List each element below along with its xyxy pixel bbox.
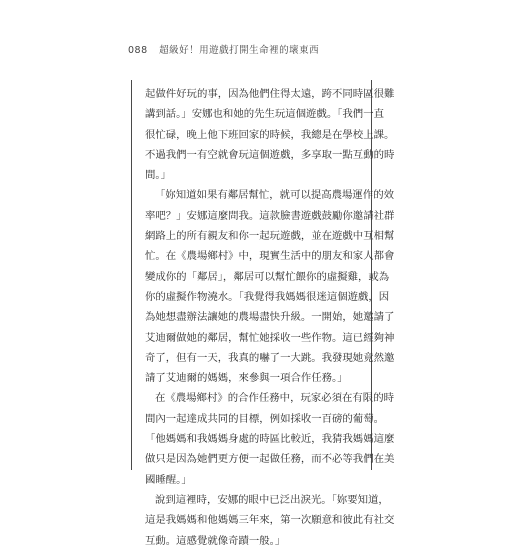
text-line: 變成你的「鄰居」，鄰居可以幫忙餵你的虛擬雞，或為	[145, 270, 390, 283]
body-text	[145, 84, 395, 551]
text-line: 國睡醒。」	[145, 473, 192, 486]
text-line: 互動。這感覺就像奇蹟一般。」	[145, 534, 286, 547]
text-line: 這是我媽媽和他媽媽三年來，第一次願意和彼此有社交	[145, 514, 395, 527]
text-line: 講到話。」安娜也和她的先生玩這個遊戲。「我們一直	[145, 108, 384, 121]
text-line: 為她想盡辦法讓她的農場盡快升級。一開始，她邀請了	[145, 311, 395, 324]
page-number: 088	[128, 45, 148, 56]
page-header	[128, 42, 319, 56]
text-line: 奇了，但有一天，我真的嚇了一大跳。我發現她竟然邀	[145, 351, 395, 364]
text-line: 間。」	[145, 169, 171, 182]
text-line: 在《農場鄉村》的合作任務中，玩家必須在有限的時	[155, 392, 394, 405]
text-line: 「他媽媽和我媽媽身處的時區比較近，我猜我媽媽這麼	[145, 433, 395, 446]
chapter-title: 超級好！用遊戲打開生命裡的壞東西	[159, 45, 320, 56]
text-line: 做只是因為她們更方便一起做任務，而不必等我們在美	[145, 453, 395, 466]
text-line: 忙。在《農場鄉村》中，現實生活中的朋友和家人都會	[145, 250, 395, 263]
text-line: 你的虛擬作物澆水。「我覺得我媽媽很迷這個遊戲，因	[145, 290, 390, 303]
text-line: 請了艾迪爾的媽媽，來參與一項合作任務。」	[145, 372, 348, 385]
text-line: 網路上的所有親友和你一起玩遊戲，並在遊戲中互相幫	[145, 230, 395, 243]
text-line: 率吧？」安娜這麼問我。這款臉書遊戲鼓勵你邀請社群	[145, 209, 395, 222]
text-line: 艾迪爾做她的鄰居，幫忙她採收一些作物。這已經夠神	[145, 331, 395, 344]
text-line: 「妳知道如果有鄰居幫忙，就可以提高農場運作的效	[155, 189, 394, 202]
text-line: 說到這裡時，安娜的眼中已泛出淚光。「妳要知道，	[155, 493, 389, 506]
left-margin-rule	[131, 80, 132, 470]
text-line: 起做件好玩的事，因為他們住得太遠，跨不同時區很難	[145, 88, 395, 100]
text-line: 不過我們一有空就會玩這個遊戲，多享取一點互動的時	[145, 148, 395, 161]
text-line: 很忙碌，晚上他下班回家的時候，我總是在學校上課。	[145, 128, 395, 141]
text-line: 間內一起達成共同的目標，例如採收一百磅的葡萄。	[145, 412, 384, 425]
